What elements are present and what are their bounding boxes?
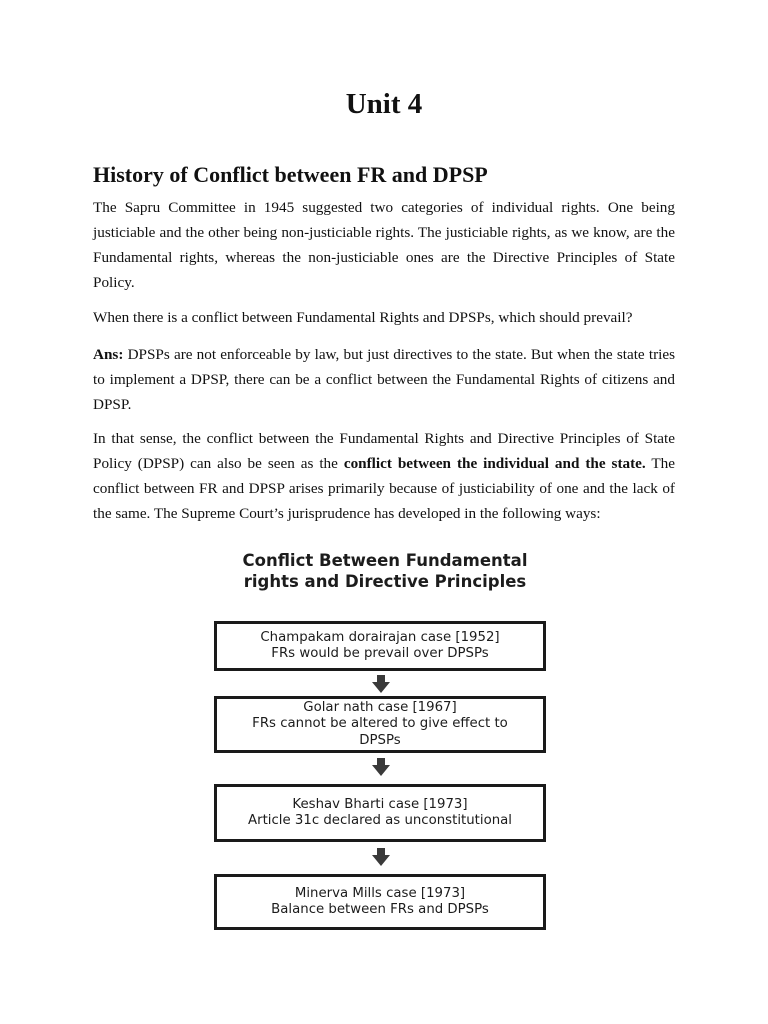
paragraph-sapru-committee: The Sapru Committee in 1945 suggested two categories of individual rights. One being justiciable and the other being non-justiciable rights. The justiciable rights, as we know, are the Fundamental rights, whereas the non-justiciable ones are the Directive Principles of State Policy.: [93, 199, 675, 291]
paragraph-conflict-sense: [93, 426, 675, 526]
case-box-line: FRs would be prevail over DPSPs: [271, 646, 489, 661]
paragraph-answer: [93, 342, 675, 417]
paragraph-conflict-bold: conflict between the individual and the state.: [343, 455, 646, 472]
diagram-title-line2: rights and Directive Principles: [243, 572, 527, 591]
diagram-title: [200, 550, 570, 592]
paragraph-conflict-start: In that sense, the conflict between the Fundamental Rights and Directive Principles of State Policy (DPSP) can also be seen as the: [93, 430, 675, 472]
case-box-line: FRs cannot be altered to give effect to: [252, 716, 508, 732]
answer-text: DPSPs are not enforceable by law, but just directives to the state. But when the state tries to implement a DPSP, there can be a conflict between the Fundamental Rights of citizens and DPSP.: [93, 346, 675, 413]
diagram-title-line1: Conflict Between Fundamental: [242, 551, 528, 570]
case-box-minerva-mills: [214, 874, 546, 930]
case-box-line: Champakam dorairajan case [1952]: [260, 629, 500, 645]
page-title: Unit 4: [345, 88, 423, 120]
case-box-keshav-bharti: [214, 784, 546, 842]
paragraph-question: When there is a conflict between Fundamental Rights and DPSPs, which should prevail?: [93, 309, 633, 326]
section-heading: History of Conflict between FR and DPSP: [93, 162, 488, 187]
answer-label: Ans:: [93, 346, 124, 363]
paragraph-conflict-end: The conflict between FR and DPSP arises primarily because of justiciability of one and the lack of the same. The Supreme Court’s jurisprudence has developed in the following ways:: [93, 455, 675, 522]
conflict-flow-diagram: [200, 540, 570, 940]
case-box-line: Golar nath case [1967]: [303, 699, 457, 715]
case-box-line: Keshav Bharti case [1973]: [292, 796, 468, 812]
case-box-line: Balance between FRs and DPSPs: [271, 902, 489, 917]
case-box-line: DPSPs: [359, 732, 401, 748]
case-box-line: Minerva Mills case [1973]: [294, 885, 466, 901]
case-box-golaknath: [214, 696, 546, 753]
case-box-champakam: [214, 621, 546, 671]
case-box-line: Article 31c declared as unconstitutional: [248, 813, 512, 828]
